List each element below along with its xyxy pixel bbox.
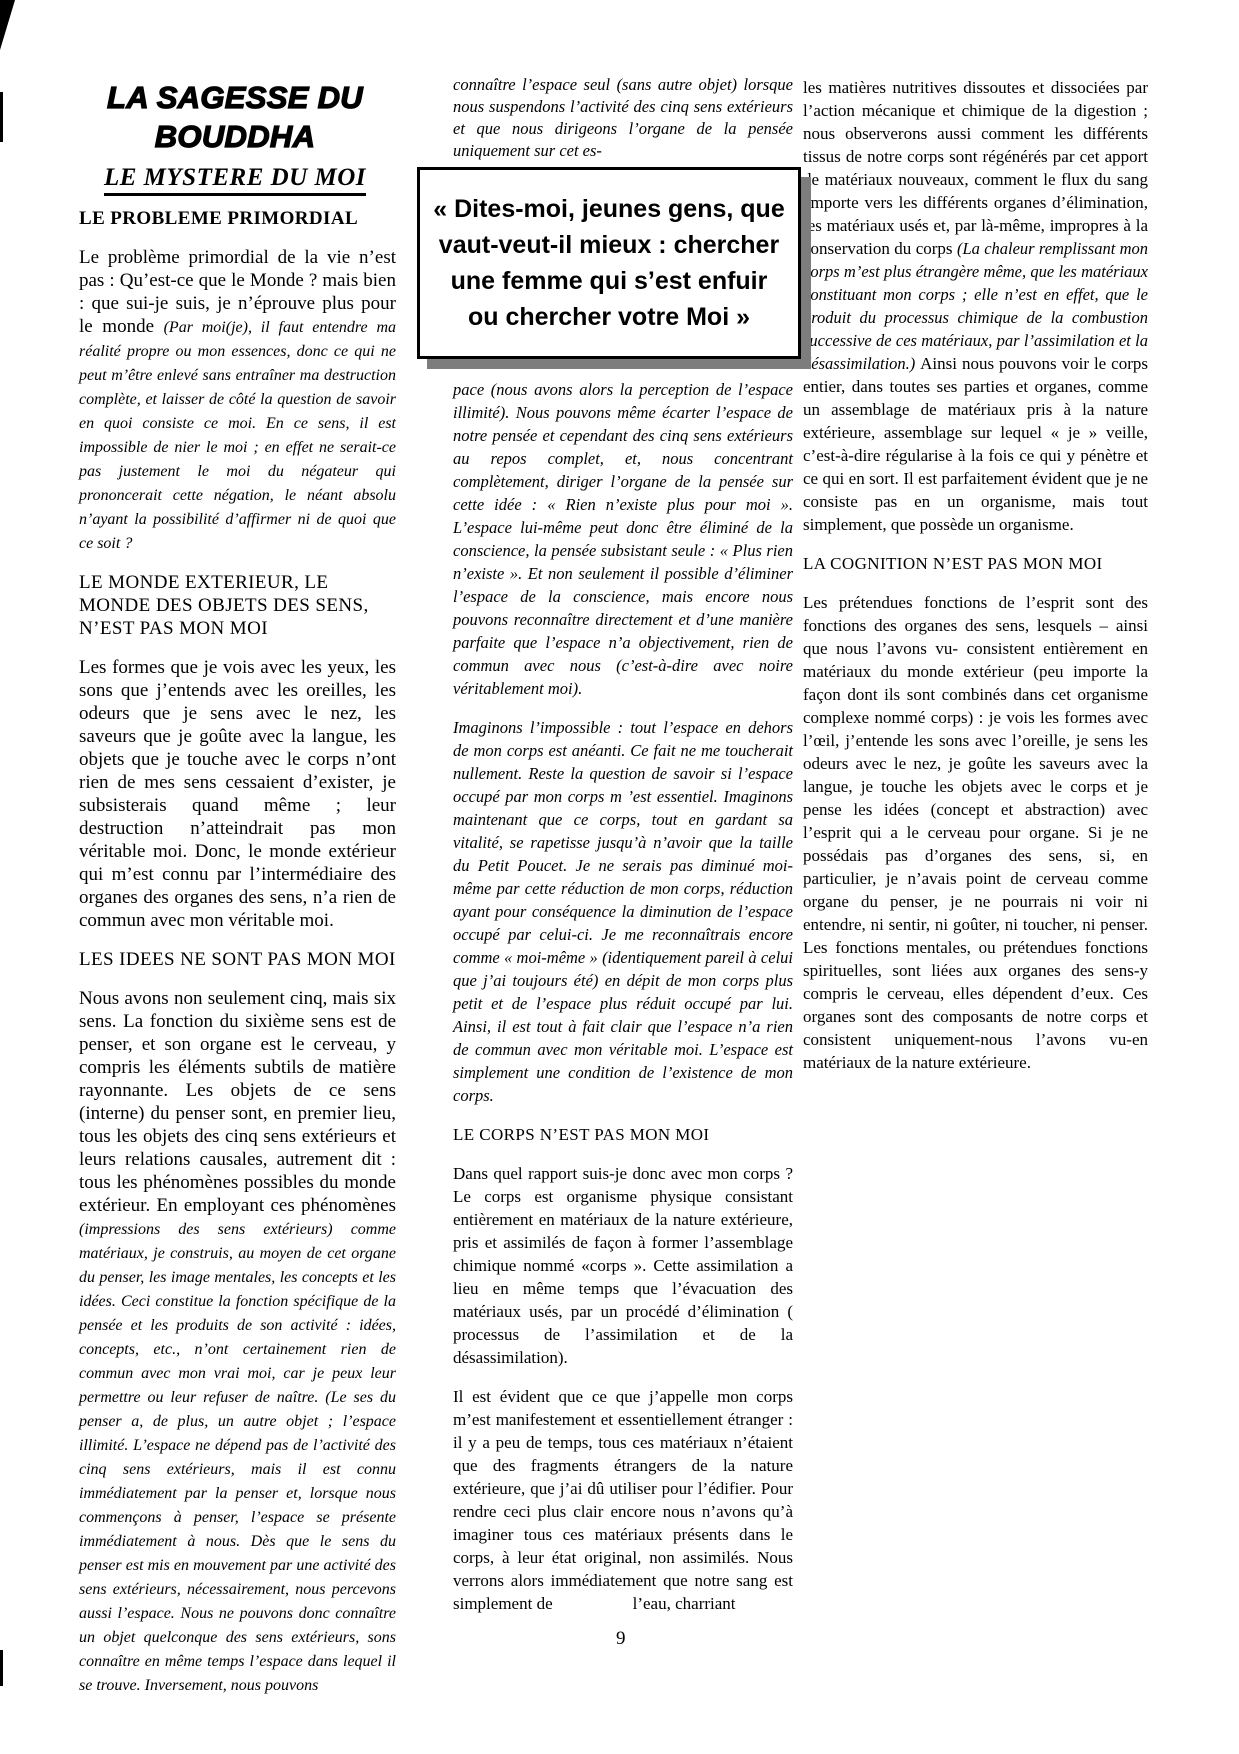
text-run: LE MONDE EXTERIEUR, LE MONDE DES OBJETS DES SENS, N’EST PAS MON MOI (79, 572, 369, 639)
text-run: Nous avons non seulement cinq, mais six sens. La fonction du sixième sens est de penser, et son organe est le cerveau, y compris les éléments subtils de matière rayonnante. Les objets de ce sens (interne) du penser sont, en premier lieu, tous les objets des cinq sens extérieurs et leurs relations causales, autrement dit : tous les phénomènes possibles du monde extérieur. En employant ces phénomènes (79, 988, 396, 1216)
publication-title-line1: LA SAGESSE DU (107, 80, 363, 115)
body-paragraph (79, 246, 396, 555)
body-paragraph (453, 378, 793, 700)
column-left (79, 207, 396, 1697)
italic-text-run: (Par moi(je), il faut entendre ma réalité propre ou mon essences, donc ce qui ne peut m’être enlevé sans entraîner ma destruction complète, et laisser de côté la question de savoir en quoi consiste ce moi. En ce sens, il est impossible de nier le moi ; en effet ne serait-ce pas justement le moi du négateur qui prononcerait cette négation, le néant absolu n’ayant la possibilité d’affirmer ni de quoi que ce soit ? (79, 319, 396, 552)
pull-quote-line: une femme qui s’est enfuir (450, 267, 768, 295)
masthead (70, 78, 400, 193)
section-heading (79, 948, 396, 971)
body-paragraph (453, 1162, 793, 1369)
publication-title-line2: BOUDDHA (154, 119, 316, 154)
pull-quote-box (417, 167, 801, 359)
body-paragraph (79, 656, 396, 932)
text-run: LES IDEES NE SONT PAS MON MOI (79, 949, 396, 970)
scan-artifact (0, 1650, 3, 1686)
text-run: Les formes que je vois avec les yeux, les sons que j’entends avec les oreilles, les odeurs que je sens avec le nez, les saveurs que je goûte avec la langue, les objets que je touche avec le corps n’ont rien de mes sens cessaient d’exister, je subsisterais quand même ; leur destruction n’atteindrait pas mon véritable moi. Donc, le monde extérieur qui m’est connu par l’intermédiaire des organes des organes des sens, n’a rien de commun avec mon véritable moi. (79, 657, 396, 931)
italic-text-run: connaître l’espace seul (sans autre objet) lorsque nous suspendons l’activité des cinq sens extérieurs et que nous dirigeons l’organe de la pensée uniquement sur cet es- (453, 75, 793, 160)
italic-text-run: (impressions des sens extérieurs) comme matériaux, je construis, au moyen de cet organe du penser, les image mentales, les concepts et les idées. Ceci constitue la fonction spécifique de la pensée et les produits de son activité : idées, concepts, etc., n’ont certainement rien de commun avec mon vrai moi, car je peux leur permettre ou leur refuser de naître. (Le ses du penser a, de plus, un autre objet ; l’espace illimité. L’espace ne dépend pas de l’activité des cinq sens extérieurs, mais il est connu immédiatement par la penser et, lorsque nous commençons à penser, l’espace se présente immédiatement à nous. Dès que le sens du penser est mis en mouvement par une activité des sens extérieurs, nécessairement, nous percevons aussi l’espace. Nous ne pouvons donc connaître un objet quelconque des sens extérieurs, sons connaître en même temps l’espace dans lequel il se trouve. Inversement, nous pouvons (79, 1221, 396, 1694)
text-run: LE CORPS N’EST PAS MON MOI (453, 1125, 710, 1144)
article-title (70, 163, 400, 193)
text-run: l’eau, charriant (632, 1594, 736, 1613)
italic-text-run: (La chaleur remplissant mon corps m’est plus étrangère même, que les matériaux constituant mon corps ; elle n’est en effet, que le produit du processus chimique de la combustion successive de ces matériaux, par l’assimilation et la désassimilation.) (803, 239, 1148, 373)
section-heading (453, 1123, 793, 1146)
text-run: Ainsi nous pouvons voir le corps entier, dans toutes ses parties et organes, comme un assemblage de matériaux pris à la nature extérieure, assemblage sur lequel « je » veille, c’est-à-dire régularise à la fois ce qui y pénètre et ce qui en sort. Il est parfaitement évident que je ne consiste pas en un organisme, mais tout simplement, que possède un organisme. (803, 354, 1149, 534)
column-middle (453, 378, 793, 1615)
body-paragraph (803, 76, 1148, 536)
pull-quote-line: « Dites-moi, jeunes gens, que (433, 195, 785, 223)
page-number: 9 (616, 1628, 626, 1649)
pull-quote-line: vaut-veut-il mieux : chercher (438, 231, 780, 259)
section-heading (79, 207, 396, 230)
publication-title (70, 78, 400, 156)
section-heading (803, 552, 1148, 575)
section-heading (79, 571, 396, 640)
body-paragraph (453, 74, 793, 162)
text-run: Dans quel rapport suis-je donc avec mon corps ? Le corps est organisme physique consistant entièrement en matériaux de la nature extérieure, pris et assimilés de façon à former l’assemblage chimique nommé «corps ». Cette assimilation a lieu en même temps que l’évacuation des matériaux usés, par un procédé d’élimination ( processus de l’assimilation et de la désassimilation). (453, 1164, 793, 1367)
text-run: Le problème primordial de la vie n’est pas : Qu’est-ce que le Monde ? mais bien : que sui-je suis, je n’éprouve plus pour le monde (79, 247, 396, 337)
column-right (803, 76, 1148, 1074)
body-paragraph (79, 987, 396, 1697)
text-run: LE PROBLEME PRIMORDIAL (79, 208, 359, 229)
body-paragraph (453, 716, 793, 1107)
text-run: Les prétendues fonctions de l’esprit sont des fonctions des organes des sens, lesquels – ainsi que nous l’avons vu- consistent entièrement en matériaux du monde extérieur (peu importe la façon dont ils sont combinés dans cet organisme complexe nommé corps) : je vois les formes avec l’œil, j’entende les sons avec l’oreille, je sens les odeurs avec le nez, je goûte les saveurs avec la langue, je touche les objets avec le corps et je pense les idées (concept et abstraction) avec l’esprit qui a le cerveau pour organe. Si je ne possédais pas d’organes des sens, si, en particulier, je n’avais point de cerveau comme organe du penser, je ne pourrais ni voir ni entendre, ni sentir, ni goûter, ni toucher, ni penser. Les fonctions mentales, ou prétendues fonctions spirituelles, sont liées aux organes des sens-y compris le cerveau, elles dépendent d’eux. Ces organes sont des composants de notre corps et consistent uniquement-nous l’avons vu-en matériaux de la nature extérieure. (803, 593, 1148, 1072)
body-paragraph (453, 1385, 793, 1615)
text-run: les matières nutritives dissoutes et dissociées par l’action mécanique et chimique de la digestion ; nous observerons aussi comment les différents tissus de notre corps sont régénérés par cet apport de matériaux nouveaux, comment le flux du sang emporte vers les différents organes d’élimination, les matériaux usés et, par là-même, impropres à la conservation du corps (803, 78, 1148, 258)
text-run: Il est évident que ce que j’appelle mon corps m’est manifestement et essentiellement étranger : il y a peu de temps, tous ces matériaux n’étaient que des fragments étrangers de la nature extérieure, que j’ai dû utiliser pour l’édifier. Pour rendre ceci plus clair encore nous n’avons qu’à imaginer tous ces matériaux présents dans le corps, à leur état original, non assimilés. Nous verrons alors immédiatement que notre sang est simplement de (453, 1387, 793, 1613)
italic-text-run: pace (nous avons alors la perception de l’espace illimité). Nous pouvons même écarter l’espace de notre pensée et cependant des cinq sens extérieurs au repos complet, et, nous concentrant complètement, diriger l’organe de la pensée sur cette idée : « Rien n’existe plus pour moi ». L’espace lui-même peut donc être éliminé de la conscience, la pensée subsistant seule : « Plus rien n’existe ». Et non seulement il possible d’éliminer l’espace de la conscience, mais encore nous pouvons reconnaître directement et d’une manière parfaite que l’espace n’a objectivement, rien de commun avec nous (c’est-à-dire avec noire véritablement moi). (453, 380, 793, 698)
column-middle-top (453, 74, 793, 162)
pull-quote-line: ou chercher votre Moi » (467, 303, 751, 331)
body-paragraph (803, 591, 1148, 1074)
scan-artifact (0, 92, 3, 142)
article-title-text: LE MYSTERE DU MOI (104, 164, 366, 196)
italic-text-run: Imaginons l’impossible : tout l’espace en dehors de mon corps est anéanti. Ce fait ne me toucherait nullement. Reste la question de savoir si l’espace occupé par mon corps m ’est essentiel. Imaginons maintenant que ce corps, tout en gardant sa vitalité, se rapetisse jusqu’à n’avoir que la taille du Petit Poucet. Je ne serais pas diminué moi-même par cette réduction de mon corps, réduction ayant pour conséquence la diminution de l’espace occupé par celui-ci. Je me reconnaîtrais encore comme « moi-même » (identiquement pareil à celui que j’ai toujours été) en dépit de mon corps plus petit et de l’espace plus réduit occupé par lui. Ainsi, il est tout à fait clair que l’espace n’a rien de commun avec mon véritable moi. L’espace est simplement une condition de l’existence de mon corps. (453, 718, 793, 1105)
scan-artifact (0, 0, 15, 50)
text-run: LA COGNITION N’EST PAS MON MOI (803, 554, 1103, 573)
